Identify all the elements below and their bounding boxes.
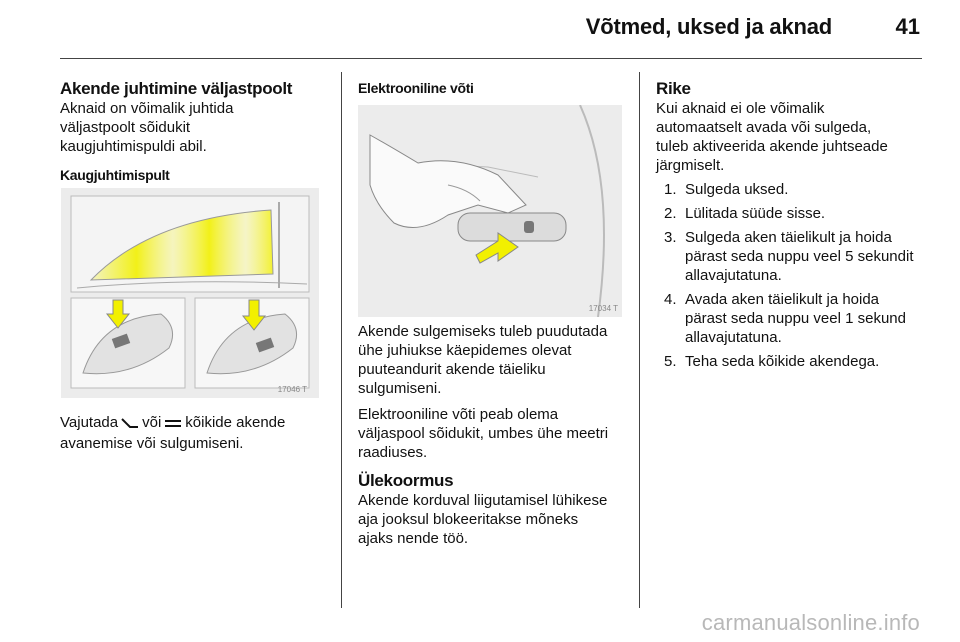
list-item: 4. Avada aken täielikult ja hoida pärast seda nuppu veel 1 sekund allavajutatuna.	[664, 291, 906, 346]
page-header-title: Võtmed, uksed ja aknad	[585, 14, 832, 39]
page-number: 41	[895, 14, 920, 39]
body-line: ühe juhiukse käepidemes olevat	[358, 342, 572, 359]
body-line: raadiuses.	[358, 444, 428, 461]
unlock-symbol-icon	[121, 415, 139, 434]
subheading-electronic-key: Elektrooniline võti	[358, 80, 474, 96]
body-line: ajaks nende töö.	[358, 530, 469, 547]
key-fob-lock-illustration	[195, 298, 309, 388]
remote-control-figure	[61, 188, 319, 398]
figure-label: 17046 T	[277, 385, 307, 394]
body-line: Akende sulgemiseks tuleb puudutada	[358, 323, 608, 340]
intro-line: automaatselt avada või sulgeda,	[656, 119, 872, 136]
remote-caption	[60, 413, 335, 453]
figure-label: 17034 T	[588, 304, 618, 313]
body-line: sulgumiseni.	[358, 380, 442, 397]
section-heading-fault: Rike	[656, 79, 691, 98]
column-1	[60, 79, 330, 184]
column-2	[358, 79, 628, 97]
caption-text: või	[142, 414, 162, 431]
list-item: 1. Sulgeda uksed.	[664, 181, 789, 198]
list-item: 3. Sulgeda aken täielikult ja hoida pärast seda nuppu veel 5 sekundit allavajutatuna.	[664, 229, 914, 284]
body-line: aja jooksul blokeeritakse mõneks	[358, 511, 579, 528]
intro-line: kaugjuhtimispuldi abil.	[60, 138, 207, 155]
column-3	[656, 79, 926, 376]
column-2-body	[358, 322, 633, 548]
intro-line: Kui aknaid ei ole võimalik	[656, 100, 825, 117]
door-handle-figure	[358, 105, 622, 317]
list-item: 5. Teha seda kõikide akendega.	[664, 353, 880, 370]
car-window-illustration	[71, 196, 309, 292]
caption-line: avanemise või sulgumiseni.	[60, 435, 244, 452]
column-divider-2	[639, 72, 640, 608]
subheading-remote: Kaugjuhtimispult	[60, 167, 170, 183]
key-fob-unlock-illustration	[71, 298, 185, 388]
list-item: 2. Lülitada süüde sisse.	[664, 205, 826, 222]
door-handle-illustration	[458, 213, 566, 241]
intro-line: Aknaid on võimalik juhtida	[60, 100, 234, 117]
intro-line: väljastpoolt sõidukit	[60, 119, 191, 136]
body-line: Elektrooniline võti peab olema	[358, 406, 559, 423]
lock-symbol-icon	[164, 415, 182, 434]
section-heading-overload: Ülekoormus	[358, 471, 454, 490]
body-line: väljaspool sõidukit, umbes ühe meetri	[358, 425, 609, 442]
column-divider-1	[341, 72, 342, 608]
body-line: puuteandurit akende täieliku	[358, 361, 546, 378]
body-line: Akende korduval liigutamisel lühikese	[358, 492, 608, 509]
intro-line: tuleb aktiveerida akende juhtseade	[656, 138, 888, 155]
header-divider	[60, 58, 922, 59]
watermark: carmanualsonline.info	[701, 610, 920, 635]
reset-steps-list	[656, 180, 926, 371]
caption-text: kõikide akende	[185, 414, 286, 431]
intro-line: järgmiselt.	[656, 157, 725, 174]
caption-text: Vajutada	[60, 414, 119, 431]
section-heading-outside-control: Akende juhtimine väljastpoolt	[60, 79, 293, 98]
